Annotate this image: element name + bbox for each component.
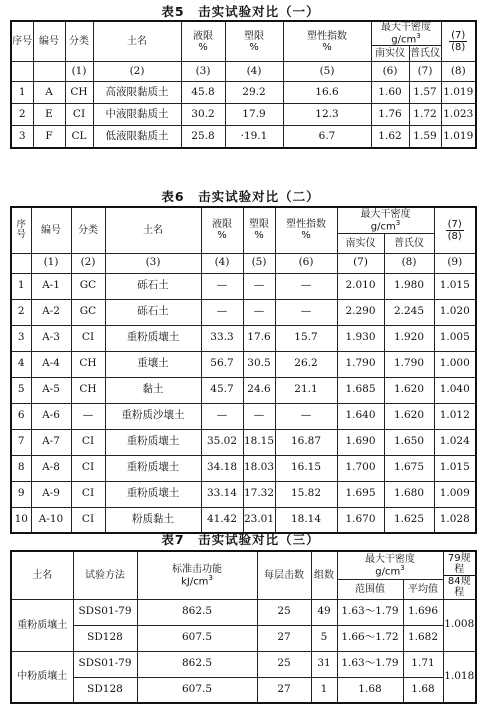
cell: 1.019: [441, 82, 476, 104]
cell: 砾石土: [105, 273, 201, 299]
table-row: [11, 377, 476, 403]
cell: A-5: [31, 377, 71, 403]
cell: —: [243, 273, 275, 299]
cell: —: [275, 299, 337, 325]
header-ratio: $\frac{\text{79规程}}{\text{84规程}}$: [443, 551, 476, 599]
header-plastic-limit: 塑限 %: [243, 207, 275, 253]
cell: 1.76: [371, 104, 409, 126]
index-row: [11, 253, 476, 273]
table-row: [11, 651, 476, 677]
soil-name-cell: 中粉质壤土: [11, 651, 73, 703]
cell: 1.63～1.79: [337, 599, 403, 625]
cell: 1.920: [384, 325, 434, 351]
cell: 6.7: [283, 126, 371, 148]
header-avg: 平均值: [403, 579, 443, 599]
index-cell: (5): [283, 62, 371, 82]
cell: 1.930: [337, 325, 384, 351]
cell: 9: [11, 481, 31, 507]
index-cell: (2): [93, 62, 181, 82]
cell: A-4: [31, 351, 71, 377]
cell: 607.5: [137, 625, 257, 651]
cell: 33.14: [201, 481, 243, 507]
cell: 29.2: [225, 82, 283, 104]
header-seq: 序号: [11, 21, 33, 62]
cell: 1.62: [371, 126, 409, 148]
cell: —: [201, 299, 243, 325]
header-method: 试验方法: [73, 551, 137, 599]
cell: 49: [311, 599, 337, 625]
cell: GC: [71, 299, 105, 325]
cell: E: [33, 104, 65, 126]
cell: A-7: [31, 429, 71, 455]
cell: —: [275, 273, 337, 299]
header-nanshi: 南实仪: [371, 46, 409, 62]
header-liquid-limit: 液限 %: [201, 207, 243, 253]
cell: 1.640: [337, 403, 384, 429]
cell: CH: [71, 351, 105, 377]
cell: 1.040: [434, 377, 476, 403]
cell: 34.18: [201, 455, 243, 481]
header-class: 分类: [71, 207, 105, 253]
cell: 5: [11, 377, 31, 403]
header-plasticity-index: 塑性指数 %: [283, 21, 371, 62]
cell: 2: [11, 104, 33, 126]
cell: 2.290: [337, 299, 384, 325]
cell: A-1: [31, 273, 71, 299]
cell: —: [71, 403, 105, 429]
cell: 1.015: [434, 455, 476, 481]
cell: 1.695: [337, 481, 384, 507]
cell: 25.8: [181, 126, 225, 148]
cell: 1.028: [434, 507, 476, 533]
table6: [10, 206, 477, 534]
cell: 重粉质壤土: [105, 429, 201, 455]
index-cell: (3): [105, 253, 201, 273]
header-soil: 土名: [11, 551, 73, 599]
cell: F: [33, 126, 65, 148]
cell: 重粉质壤土: [105, 481, 201, 507]
cell: 1.019: [441, 126, 476, 148]
cell: 1.675: [384, 455, 434, 481]
cell: 黏土: [105, 377, 201, 403]
table-row: [11, 455, 476, 481]
table7: [10, 550, 477, 704]
cell: 重粉质壤土: [105, 455, 201, 481]
cell: 7: [11, 429, 31, 455]
header-groups: 组数: [311, 551, 337, 599]
cell: 16.15: [275, 455, 337, 481]
cell: 27: [257, 625, 311, 651]
cell: SDS01-79: [73, 599, 137, 625]
header-blows: 每层击数: [257, 551, 311, 599]
cell: CI: [71, 507, 105, 533]
header-max-dry-density: 最大干密度 $g/cm^3$: [337, 207, 434, 233]
header-max-dry-density: 最大干密度 $g/cm^3$: [371, 21, 441, 46]
index-cell: (1): [65, 62, 93, 82]
cell: 重粉质沙壤土: [105, 403, 201, 429]
cell: 1.980: [384, 273, 434, 299]
cell: 17.6: [243, 325, 275, 351]
cell: 2.245: [384, 299, 434, 325]
cell: CI: [71, 481, 105, 507]
cell: A: [33, 82, 65, 104]
cell: A-3: [31, 325, 71, 351]
index-cell: (7): [337, 253, 384, 273]
cell: 1.790: [337, 351, 384, 377]
cell: 粉质黏土: [105, 507, 201, 533]
index-cell: (6): [275, 253, 337, 273]
cell: 33.3: [201, 325, 243, 351]
cell: 砾石土: [105, 299, 201, 325]
cell: 1.680: [384, 481, 434, 507]
cell: 27: [257, 677, 311, 703]
cell: 中液限黏质土: [93, 104, 181, 126]
cell: CH: [71, 377, 105, 403]
ratio-cell: 1.008: [443, 599, 476, 651]
table5: [10, 20, 477, 149]
table6-caption: 表6 击实试验对比（二）: [161, 189, 320, 204]
cell: 2: [11, 299, 31, 325]
cell: CI: [65, 104, 93, 126]
index-cell: (3): [181, 62, 225, 82]
cell: 1.68: [403, 677, 443, 703]
cell: 1.020: [434, 299, 476, 325]
cell: GC: [71, 273, 105, 299]
table-row: [11, 351, 476, 377]
cell: 35.02: [201, 429, 243, 455]
cell: 18.14: [275, 507, 337, 533]
cell: 25: [257, 599, 311, 625]
cell: 1.63～1.79: [337, 651, 403, 677]
header-seq: 序号: [11, 207, 31, 253]
cell: 45.7: [201, 377, 243, 403]
cell: 重粉质壤土: [105, 325, 201, 351]
table-row: [11, 273, 476, 299]
header-max-dry-density: 最大干密度 $g/cm^3$: [337, 551, 443, 579]
cell: 1.57: [409, 82, 441, 104]
header-code: 编号: [33, 21, 65, 62]
cell: 8: [11, 455, 31, 481]
cell: 1.59: [409, 126, 441, 148]
cell: 1: [11, 82, 33, 104]
header-ratio: $\frac{(7)}{(8)}$: [441, 21, 476, 62]
cell: A-8: [31, 455, 71, 481]
cell: 1.620: [384, 377, 434, 403]
cell: 1.670: [337, 507, 384, 533]
cell: 1.620: [384, 403, 434, 429]
cell: 1.005: [434, 325, 476, 351]
index-cell: (1): [31, 253, 71, 273]
table-row: [11, 403, 476, 429]
index-cell: (9): [434, 253, 476, 273]
cell: —: [243, 403, 275, 429]
header-class: 分类: [65, 21, 93, 62]
table-row: [11, 299, 476, 325]
cell: 1.650: [384, 429, 434, 455]
table-row: [11, 325, 476, 351]
header-soil: 土名: [93, 21, 181, 62]
cell: CI: [71, 455, 105, 481]
header-nanshi: 南实仪: [337, 233, 384, 253]
table-row: [11, 429, 476, 455]
cell: 1.690: [337, 429, 384, 455]
cell: 1.023: [441, 104, 476, 126]
cell: 1: [311, 677, 337, 703]
header-liquid-limit: 液限 %: [181, 21, 225, 62]
table-row: [11, 82, 476, 104]
cell: 56.7: [201, 351, 243, 377]
cell: 41.42: [201, 507, 243, 533]
cell: 低液限黏质土: [93, 126, 181, 148]
index-row: [11, 62, 476, 82]
cell: 1.71: [403, 651, 443, 677]
soil-name-cell: 重粉质壤土: [11, 599, 73, 651]
cell: 1.024: [434, 429, 476, 455]
cell: 17.32: [243, 481, 275, 507]
cell: 18.15: [243, 429, 275, 455]
header-plastic-limit: 塑限 %: [225, 21, 283, 62]
table-row: [11, 599, 476, 625]
table7-caption: 表7 击实试验对比（三）: [161, 532, 320, 547]
cell: 1.68: [337, 677, 403, 703]
cell: 1.790: [384, 351, 434, 377]
cell: 6: [11, 403, 31, 429]
cell: 3: [11, 126, 33, 148]
index-cell: (8): [441, 62, 476, 82]
index-cell: (4): [225, 62, 283, 82]
cell: 31: [311, 651, 337, 677]
cell: 重壤土: [105, 351, 201, 377]
cell: 16.87: [275, 429, 337, 455]
cell: 30.2: [181, 104, 225, 126]
header-pushi: 普氏仪: [409, 46, 441, 62]
cell: 4: [11, 351, 31, 377]
cell: 1.72: [409, 104, 441, 126]
cell: 862.5: [137, 599, 257, 625]
cell: 1.60: [371, 82, 409, 104]
cell: 24.6: [243, 377, 275, 403]
cell: 1.009: [434, 481, 476, 507]
cell: SD128: [73, 677, 137, 703]
index-cell: (8): [384, 253, 434, 273]
index-cell: (5): [243, 253, 275, 273]
cell: 高液限黏质土: [93, 82, 181, 104]
table-row: [11, 104, 476, 126]
header-energy: 标准击功能 $kJ/cm^3$: [137, 551, 257, 599]
cell: CH: [65, 82, 93, 104]
cell: 16.6: [283, 82, 371, 104]
cell: 1.696: [403, 599, 443, 625]
header-plasticity-index: 塑性指数 %: [275, 207, 337, 253]
index-cell: (6): [371, 62, 409, 82]
header-range: 范围值: [337, 579, 403, 599]
cell: 2.010: [337, 273, 384, 299]
cell: CI: [71, 325, 105, 351]
cell: —: [243, 299, 275, 325]
cell: 25: [257, 651, 311, 677]
ratio-cell: 1.018: [443, 651, 476, 703]
cell: 1.625: [384, 507, 434, 533]
cell: 23.01: [243, 507, 275, 533]
cell: 607.5: [137, 677, 257, 703]
cell: 3: [11, 325, 31, 351]
index-cell: (2): [71, 253, 105, 273]
cell: 1.66～1.72: [337, 625, 403, 651]
cell: 15.7: [275, 325, 337, 351]
cell: 1.700: [337, 455, 384, 481]
cell: 30.5: [243, 351, 275, 377]
cell: 1.682: [403, 625, 443, 651]
cell: 17.9: [225, 104, 283, 126]
cell: 1.685: [337, 377, 384, 403]
cell: A-6: [31, 403, 71, 429]
table-row: [11, 625, 476, 651]
cell: —: [201, 273, 243, 299]
index-cell: (7): [409, 62, 441, 82]
cell: 1.000: [434, 351, 476, 377]
cell: 18.03: [243, 455, 275, 481]
cell: —: [201, 403, 243, 429]
cell: A-9: [31, 481, 71, 507]
header-code: 编号: [31, 207, 71, 253]
table-row: [11, 677, 476, 703]
cell: ·19.1: [225, 126, 283, 148]
cell: 1: [11, 273, 31, 299]
cell: —: [275, 403, 337, 429]
cell: SDS01-79: [73, 651, 137, 677]
table5-caption: 表5 击实试验对比（一）: [161, 4, 320, 19]
header-ratio: $\frac{(7)}{(8)}$: [434, 207, 476, 253]
cell: 1.015: [434, 273, 476, 299]
cell: SD128: [73, 625, 137, 651]
cell: 10: [11, 507, 31, 533]
cell: CI: [71, 429, 105, 455]
index-cell: (4): [201, 253, 243, 273]
cell: 26.2: [275, 351, 337, 377]
cell: A-10: [31, 507, 71, 533]
table-row: [11, 126, 476, 148]
header-pushi: 普氏仪: [384, 233, 434, 253]
cell: A-2: [31, 299, 71, 325]
cell: 45.8: [181, 82, 225, 104]
table-row: [11, 481, 476, 507]
cell: 12.3: [283, 104, 371, 126]
header-soil: 土名: [105, 207, 201, 253]
cell: 15.82: [275, 481, 337, 507]
cell: 862.5: [137, 651, 257, 677]
cell: 5: [311, 625, 337, 651]
cell: 21.1: [275, 377, 337, 403]
cell: CL: [65, 126, 93, 148]
cell: 1.012: [434, 403, 476, 429]
